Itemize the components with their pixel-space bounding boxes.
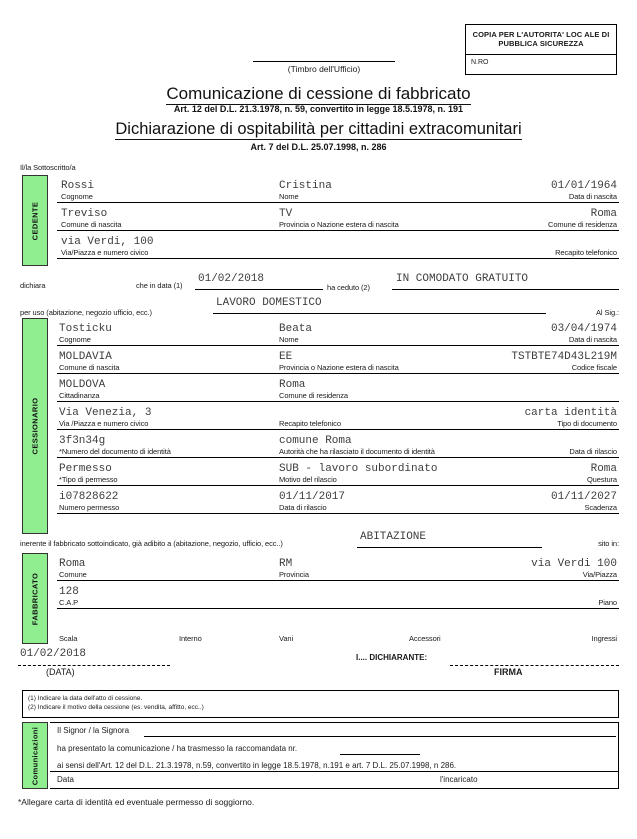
- cessionario-codice-fiscale-value: TSTBTE74D43L219M: [511, 351, 617, 363]
- fabbricato-piano-label: Piano: [598, 598, 617, 607]
- section-tab-fabbricato-label: FABBRICATO: [30, 572, 40, 625]
- cessionario-row-1: [57, 318, 619, 346]
- che-in-data-label: che in data (1): [136, 281, 183, 290]
- footnote-1: (1) Indicare la data dell'atto di cessione.: [28, 695, 143, 702]
- cessione-reason-value: IN COMODATO GRATUITO: [396, 273, 529, 285]
- cessionario-comune-nascita-value: MOLDAVIA: [59, 351, 112, 363]
- office-stamp-caption: (Timbro dell'Ufficio): [287, 64, 361, 74]
- comunicazioni-data-label: Data: [57, 775, 74, 784]
- attachment-footnote: *Allegare carta di identità ed eventuale permesso di soggiorno.: [18, 797, 255, 807]
- cessionario-via-label: Via /Piazza e numero civico: [59, 419, 149, 428]
- fabbricato-interno-label: Interno: [179, 634, 202, 643]
- cessionario-via-value: Via Venezia, 3: [59, 407, 152, 419]
- cessionario-data-rilascio-permesso-value: 01/11/2017: [279, 491, 346, 503]
- cessionario-row-6: [57, 458, 619, 486]
- cessionario-row-3: [57, 374, 619, 402]
- cessionario-questura-label: Questura: [586, 475, 617, 484]
- comunicazioni-line-3: ai sensi dell'Art. 12 del D.L. 21.3.1978, n.59, convertito in legge 18.5.1978, n.191 e art. 7 D.L. 25.07.1998, n 286.: [57, 761, 457, 770]
- document-title-secondary-text: Dichiarazione di ospitabilità per cittadini extracomunitari: [115, 120, 522, 138]
- document-subtitle-primary: Art. 12 del D.L. 21.3.1978, n. 59, convertito in legge 18.5.1978, n. 191: [173, 104, 464, 114]
- cessionario-cognome-value: Tosticku: [59, 323, 112, 335]
- per-uso-label: per uso (abitazione, negozio ufficio, ecc.): [20, 308, 152, 317]
- cedente-row-3: [57, 231, 619, 259]
- section-tab-fabbricato: [22, 553, 48, 644]
- cessionario-nome-label: Nome: [279, 335, 299, 344]
- cedente-data-nascita-label: Data di nascita: [568, 192, 617, 201]
- fabbricato-row-2: [57, 581, 619, 609]
- cessionario-tipo-documento-label: Tipo di documento: [557, 419, 617, 428]
- cedente-telefono-label: Recapito telefonico: [555, 248, 617, 257]
- cedente-nome-label: Nome: [279, 192, 299, 201]
- cessionario-motivo-rilascio-value: SUB - lavoro subordinato: [279, 463, 438, 475]
- fabbricato-uso-value: ABITAZIONE: [360, 531, 427, 543]
- cessionario-comune-nascita-label: Comune di nascita: [59, 363, 120, 372]
- comunicazioni-box: [50, 722, 619, 789]
- cessionario-comune-residenza-label: Comune di residenza: [279, 391, 348, 400]
- undersigned-label: Il/la Sottoscritto/a: [20, 163, 76, 172]
- ha-ceduto-label: ha ceduto (2): [327, 283, 370, 292]
- cessionario-numero-permesso-value: i07828622: [59, 491, 119, 503]
- cessionario-data-rilascio-permesso-label: Data di rilascio: [279, 503, 327, 512]
- cedente-row-2: [57, 203, 619, 231]
- per-uso-underline: [213, 313, 546, 314]
- comunicazioni-line-2-underline: [340, 754, 420, 755]
- fabbricato-via-piazza-label: Via/Piazza: [582, 570, 617, 579]
- cessionario-provincia-nascita-value: EE: [279, 351, 293, 363]
- footnotes-box: [22, 690, 619, 718]
- fabbricato-provincia-label: Provincia: [279, 570, 309, 579]
- fabbricato-accessori-label: Accessori: [409, 634, 441, 643]
- cessione-date-underline: [195, 289, 323, 290]
- fabbricato-provincia-value: RM: [279, 558, 293, 570]
- cessionario-data-nascita-label: Data di nascita: [568, 335, 617, 344]
- cedente-comune-nascita-value: Treviso: [61, 208, 108, 220]
- cedente-comune-residenza-value: Roma: [590, 208, 617, 220]
- signature-date-dashline: [18, 665, 170, 666]
- fabbricato-comune-value: Roma: [59, 558, 86, 570]
- fabbricato-vani-label: Vani: [279, 634, 294, 643]
- cessionario-comune-residenza-value: Roma: [279, 379, 306, 391]
- authority-copy-title: COPIA PER L'AUTORITA' LOC ALE DI PUBBLICA SICUREZZA: [466, 25, 616, 55]
- cessionario-cittadinanza-value: MOLDOVA: [59, 379, 106, 391]
- cedente-cognome-value: Rossi: [61, 180, 95, 192]
- signature-date-value: 01/02/2018: [20, 648, 87, 660]
- cessione-reason-underline: [392, 289, 619, 290]
- signature-date-label: (DATA): [46, 667, 75, 677]
- cedente-cognome-label: Cognome: [61, 192, 93, 201]
- cessionario-row-7: [57, 486, 619, 514]
- firma-label: FIRMA: [494, 667, 523, 677]
- authority-nro-label: N.RO: [471, 58, 489, 66]
- fabbricato-row-3: [57, 609, 619, 644]
- signature-firma-dashline: [450, 665, 619, 666]
- footnote-2: (2) Indicare il motivo della cessione (es. vendita, affitto, ecc..): [28, 704, 204, 712]
- cedente-provincia-nascita-value: TV: [279, 208, 293, 220]
- section-tab-comunicazioni: [22, 722, 48, 789]
- document-title-primary: [0, 84, 637, 104]
- cessionario-nome-value: Beata: [279, 323, 313, 335]
- cessionario-scadenza-value: 01/11/2027: [550, 491, 617, 503]
- comunicazioni-line-1-underline: [144, 736, 616, 737]
- fabbricato-comune-label: Comune: [59, 570, 87, 579]
- cedente-row-1: [57, 175, 619, 203]
- office-stamp-line: [253, 61, 395, 62]
- cessionario-cognome-label: Cognome: [59, 335, 91, 344]
- cedente-comune-residenza-label: Comune di residenza: [548, 220, 617, 229]
- cedente-via-value: via Verdi, 100: [61, 236, 154, 248]
- document-title-primary-text: Comunicazione di cessione di fabbricato: [166, 84, 471, 103]
- per-uso-value: LAVORO DOMESTICO: [216, 297, 322, 309]
- dichiara-label: dichiara: [20, 281, 46, 290]
- authority-copy-box: [465, 24, 617, 75]
- cessione-date-value: 01/02/2018: [198, 273, 265, 285]
- cessionario-numero-documento-label: *Numero del documento di identità: [59, 447, 171, 456]
- section-tab-cedente-label: CEDENTE: [30, 201, 40, 240]
- cessionario-tipo-permesso-value: Permesso: [59, 463, 112, 475]
- cessionario-row-2: [57, 346, 619, 374]
- cedente-nome-value: Cristina: [279, 180, 332, 192]
- cessionario-provincia-nascita-label: Provincia o Nazione estera di nascita: [279, 363, 399, 372]
- document-subtitle-secondary: Art. 7 del D.L. 25.07.1998, n. 286: [250, 142, 387, 152]
- fabbricato-ingressi-label: Ingressi: [591, 634, 617, 643]
- al-sig-label: Al Sig.:: [596, 308, 619, 317]
- cessionario-cittadinanza-label: Cittadinanza: [59, 391, 100, 400]
- cessionario-autorita-rilascio-value: comune Roma: [279, 435, 352, 447]
- fabbricato-scala-label: Scala: [59, 634, 78, 643]
- fabbricato-uso-underline: [357, 547, 542, 548]
- fabbricato-row-1: [57, 553, 619, 581]
- section-tab-cedente: [22, 175, 48, 266]
- fabbricato-cap-value: 128: [59, 586, 79, 598]
- cessionario-telefono-label: Recapito telefonico: [279, 419, 341, 428]
- cessionario-motivo-rilascio-label: Motivo del rilascio: [279, 475, 337, 484]
- cedente-via-label: Via/Piazza e numero civico: [61, 248, 149, 257]
- comunicazioni-divider: [50, 771, 619, 772]
- cessionario-data-rilascio-doc-label: Data di rilascio: [569, 447, 617, 456]
- cessionario-questura-value: Roma: [590, 463, 617, 475]
- document-title-secondary: [0, 120, 637, 139]
- section-tab-comunicazioni-label: Comunicazioni: [30, 726, 40, 785]
- cessionario-numero-documento-value: 3f3n34g: [59, 435, 106, 447]
- cedente-provincia-nascita-label: Provincia o Nazione estera di nascita: [279, 220, 399, 229]
- cessionario-autorita-rilascio-label: Autorità che ha rilasciato il documento di identità: [279, 447, 435, 456]
- dichiarante-label: I.... DICHIARANTE:: [356, 653, 428, 662]
- cessionario-scadenza-label: Scadenza: [584, 503, 617, 512]
- cessionario-row-4: [57, 402, 619, 430]
- section-tab-cessionario: [22, 318, 48, 534]
- section-tab-cessionario-label: CESSIONARIO: [30, 397, 40, 455]
- cessionario-data-nascita-value: 03/04/1974: [550, 323, 617, 335]
- cessionario-tipo-permesso-label: *Tipo di permesso: [59, 475, 118, 484]
- fabbricato-via-piazza-value: via Verdi 100: [531, 558, 617, 570]
- cedente-comune-nascita-label: Comune di nascita: [61, 220, 122, 229]
- fabbricato-intro-label: inerente il fabbricato sottoindicato, già adibito a (abitazione, negozio, ufficio, ecc..): [20, 539, 283, 548]
- comunicazioni-line-2: ha presentato la comunicazione / ha trasmesso la raccomandata nr.: [57, 744, 298, 753]
- cessionario-codice-fiscale-label: Codice fiscale: [571, 363, 617, 372]
- cessionario-tipo-documento-value: carta identità: [524, 407, 617, 419]
- comunicazioni-line-1: Il Signor / la Signora: [57, 726, 130, 735]
- cessionario-numero-permesso-label: Numero permesso: [59, 503, 120, 512]
- comunicazioni-incaricato-label: l'incaricato: [440, 775, 478, 784]
- cedente-data-nascita-value: 01/01/1964: [550, 180, 617, 192]
- cessionario-row-5: [57, 430, 619, 458]
- sito-in-label: sito in:: [598, 539, 619, 548]
- fabbricato-cap-label: C.A.P: [59, 598, 79, 607]
